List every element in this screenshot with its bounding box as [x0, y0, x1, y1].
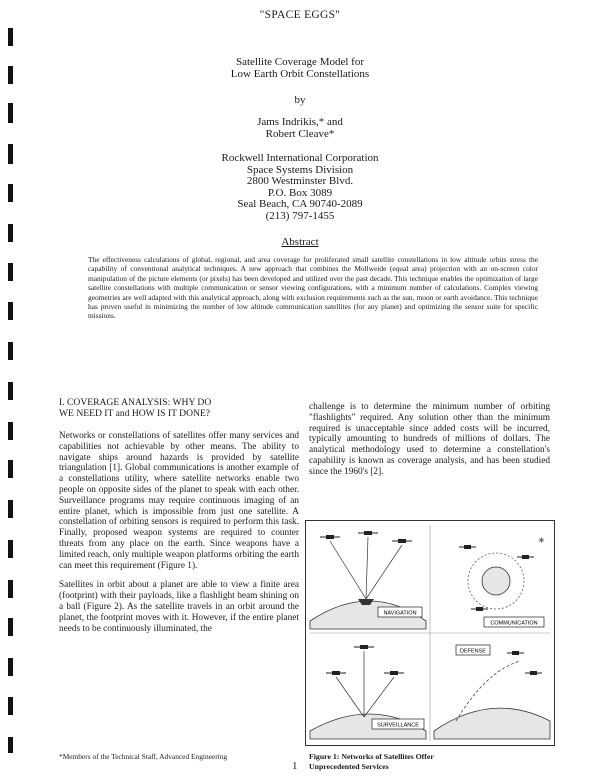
margin-mark [8, 460, 13, 478]
body-paragraph: Satellites in orbit about a planet are able to view a finite area (footprint) with their payloads, like a flashlight beam shining on a ball (Figure 2). As the satellite travels in an orbit around the planet, the footprint moves with it. However, if the entire planet needs to be continuously illuminated, the [59, 580, 299, 634]
sensor-beam [364, 677, 394, 717]
subtitle-line: Low Earth Orbit Constellations [230, 68, 370, 80]
affiliation-line: 2800 Westminster Blvd. [246, 175, 354, 187]
margin-mark [8, 302, 13, 320]
figure-1 [305, 520, 555, 746]
margin-mark [8, 382, 13, 400]
affiliation-line: (213) 797-1455 [265, 209, 335, 222]
margin-mark [8, 658, 13, 676]
body-paragraph: Networks or constellations of satellites offer many services and capabilities not achievable by other means. The ability to navigate ships around hazards is provided by satellite triangulation [1]. Global communications is another example of a constellations utility, where satellite networks enable two people on opposite sides of the planet to speak with each other. Surveillance programs may require continuous imaging of an entire planet, which is impossible from just one satellite. A constellation of orbiting sensors is required to perform this task. Finally, proposed weapon systems are required to counter threats from any place on the earth. Since weapons have a limited reach, only multiple weapon platforms orbiting the earth can meet this requirement (Figure 1). [59, 431, 299, 571]
earth-globe [482, 567, 510, 595]
satellite-icon [459, 545, 476, 549]
authors [0, 116, 600, 140]
communication-panel [459, 536, 545, 627]
satellite-icon [384, 671, 404, 675]
signal-ray [366, 537, 368, 599]
satellite-icon [358, 531, 378, 535]
navigation-panel [310, 531, 426, 629]
surveillance-label: SURVEILLANCE [377, 722, 419, 729]
subtitle-line: Satellite Coverage Model for [236, 56, 364, 68]
sensor-beam [336, 677, 364, 717]
author-line: Jams Indrikis,* and [257, 116, 343, 128]
margin-mark [8, 422, 13, 440]
signal-ray [330, 541, 366, 599]
abstract-heading: Abstract [281, 236, 319, 248]
margin-mark [8, 263, 13, 281]
affiliation-line: Rockwell International Corporation [221, 152, 379, 164]
affiliation-line: Seal Beach, CA 90740-2089 [237, 198, 363, 210]
section-heading-line: WE NEED IT and HOW IS IT DONE? [59, 407, 211, 419]
section-heading-line: I. COVERAGE ANALYSIS: WHY DO [59, 397, 212, 408]
star-icon: ✳ [538, 536, 545, 545]
margin-mark [8, 618, 13, 636]
caption-line: Unprecedented Services [309, 762, 389, 771]
margin-mark [8, 540, 13, 558]
footnote: *Members of the Technical Staff, Advanced Engineering [59, 752, 228, 761]
paper-subtitle [0, 56, 600, 80]
margin-mark [8, 580, 13, 598]
satellite-icon [320, 535, 340, 539]
satellite-icon [392, 539, 412, 543]
earth-horizon [434, 708, 550, 739]
abstract-body: The effectiveness calculations of global, regional, and area coverage for proliferated small satellite constellations in low altitude orbits stress the capability of conventional analytical techniques. A new approach that combines the Mollweide (equal area) projection with an on-screen color manipulation of the picture elements (or pixels) has been developed and utilized over the past decade. This technique enables the optimization of large satellite constellations with multiple communication or sensor viewing configurations, with a minimum number of calculations. Complex viewing geometries are well adapted with this analytical approach, along with exclusion requirements such as the sun, moon or earth avoidance. This technique has proven useful in minimizing the number of low altitude communication satellites (for any planet) and optimizing the sensor suite for specific missions. [88, 255, 538, 321]
affiliation [0, 153, 600, 222]
margin-mark [8, 697, 13, 715]
margin-mark [8, 500, 13, 518]
left-column [59, 398, 299, 643]
defense-label: DEFENSE [460, 648, 486, 655]
figure-1-caption [309, 752, 549, 772]
affiliation-line: P.O. Box 3089 [267, 186, 333, 199]
body-paragraph: challenge is to determine the minimum number of orbiting "flashlights" required. Any solution other than the minimum required is unacceptable since added costs will be incurred, typically amounting to hundreds of millions of dollars. The analytical methodology used to determine a constellation's capability is known as coverage analysis, and has been studied since the 1960's [2]. [309, 402, 550, 477]
satellite-icon [507, 651, 524, 655]
signal-ray [366, 545, 402, 599]
satellite-icon [517, 555, 534, 559]
communication-label: COMMUNICATION [490, 620, 538, 627]
surveillance-panel [310, 645, 426, 739]
by-line: by [294, 94, 306, 106]
affiliation-line: Space Systems Division [246, 163, 354, 176]
right-column [309, 398, 550, 487]
page-number: 1 [292, 760, 298, 772]
margin-mark [8, 342, 13, 360]
author-line: Robert Cleave* [265, 128, 335, 140]
caption-line: Figure 1: Networks of Satellites Offer [309, 752, 434, 761]
satellite-icon [326, 671, 346, 675]
satellite-icon [471, 607, 488, 611]
navigation-label: NAVIGATION [383, 610, 417, 617]
margin-mark [8, 737, 13, 753]
margin-mark [8, 28, 13, 46]
paper-title: "SPACE EGGS" [259, 9, 341, 21]
defense-panel [434, 645, 550, 739]
figure-1-illustration [306, 521, 554, 745]
section-heading [59, 398, 299, 419]
satellite-icon [354, 645, 374, 649]
satellite-icon [525, 671, 542, 675]
